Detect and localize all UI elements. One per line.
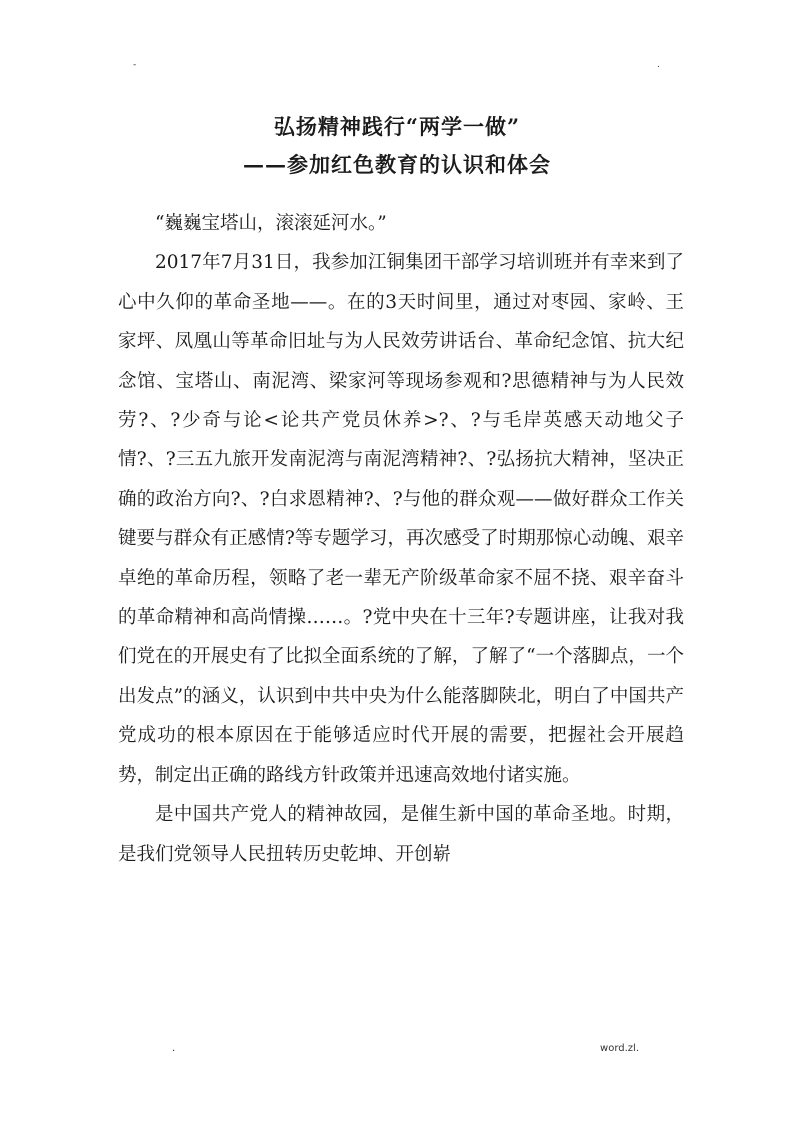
paragraph-main: 2017年7月31日，我参加江铜集团干部学习培训班并有幸来到了心中久仰的革命圣地——。在的3天时间里，通过对枣园、家岭、王家坪、凤凰山等革命旧址与为人民效劳讲话台、革命纪念馆、抗大纪念馆、宝塔山、南泥湾、梁家河等现场参观和?思德精神与为人民效劳?、?少奇与论<论共产党员休养>?、?与毛岸英感天动地父子情?、?三五九旅开发南泥湾与南泥湾精神?、?弘扬抗大精神，坚决正确的政治方向?、?白求恩精神?、?与他的群众观——做好群众工作关键要与群众有正感情?等专题学习，再次感受了时期那惊心动魄、艰辛卓绝的革命历程，领略了老一辈无产阶级革命家不屈不挠、艰辛奋斗的革命精神和高尚情操……。?党中央在十三年?专题讲座，让我对我们党在的开展史有了比拟全面系统的了解，了解了“一个落脚点，一个出发点”的涵义，认识到中共中央为什么能落脚陕北，明白了中国共产党成功的根本原因在于能够适应时代开展的需要，把握社会开展趋势，制定出正确的路线方针政策并迅速高效地付诸实施。 bbox=[118, 252, 684, 786]
header-right-mark: . bbox=[657, 60, 660, 70]
header-left-mark: - bbox=[133, 60, 137, 70]
paragraph-continued: 是中国共产党人的精神故园，是催生新中国的革命圣地。时期，是我们党领导人民扭转历史乾坤、开创崭 bbox=[118, 804, 684, 865]
document-subtitle: ——参加红色教育的认识和体会 bbox=[243, 152, 551, 177]
footer-left-mark: . bbox=[172, 1043, 176, 1054]
paragraph-quote: “巍巍宝塔山，滚滚延河水。” bbox=[155, 213, 387, 234]
document-title: 弘扬精神践行“两学一做” bbox=[273, 114, 521, 139]
footer-text: word.zl. bbox=[600, 1043, 639, 1054]
document-body bbox=[118, 204, 684, 874]
